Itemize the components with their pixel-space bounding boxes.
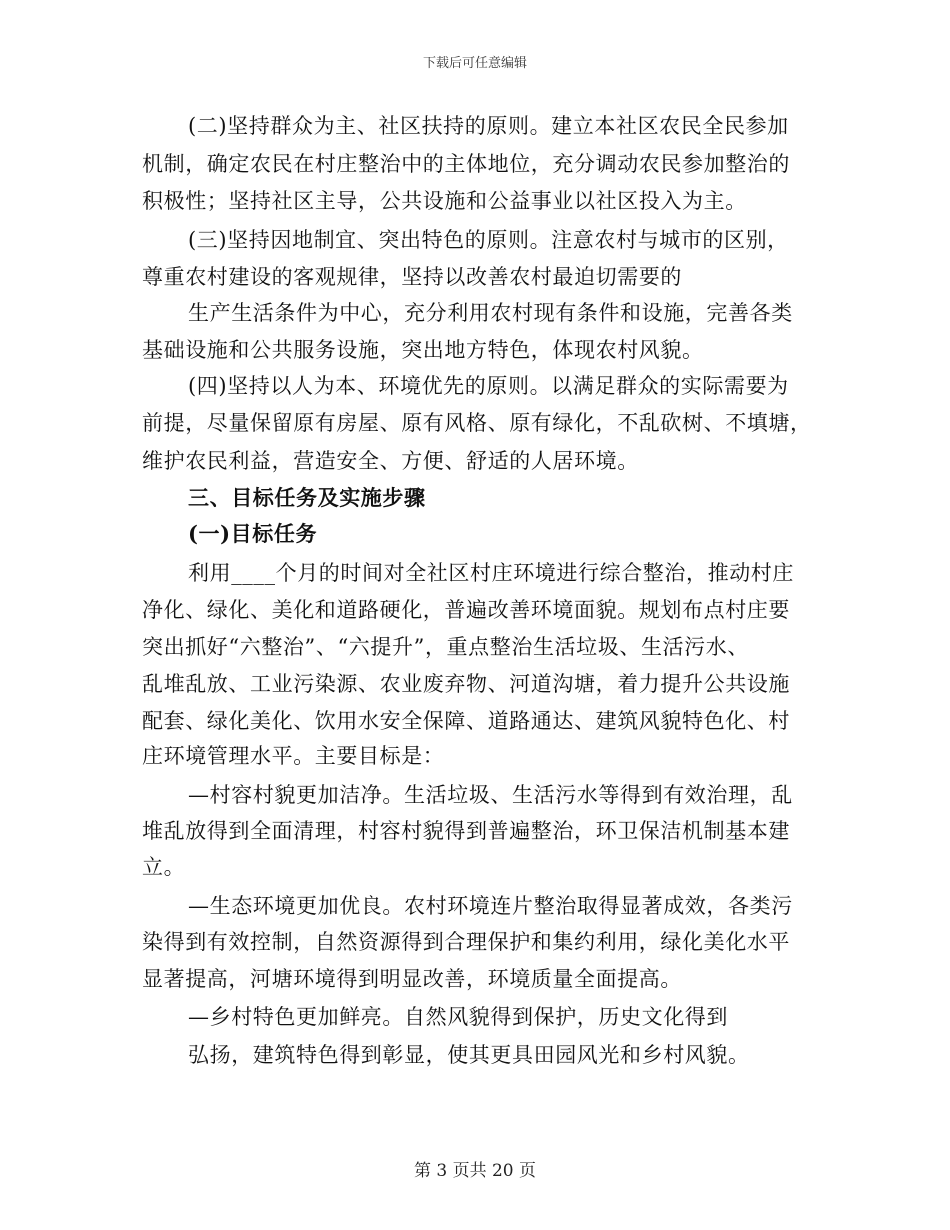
text-line: 利用____个月的时间对全社区村庄环境进行综合整治，推动村庄 — [188, 561, 794, 585]
text-line: 弘扬，建筑特色得到彰显，使其更具田园风光和乡村风貌。 — [188, 1043, 750, 1067]
text-line: 机制，确定农民在村庄整治中的主体地位，充分调动农民参加整治的 — [142, 152, 790, 176]
text-line: 积极性；坚持社区主导，公共设施和公益事业以社区投入为主。 — [142, 189, 747, 213]
text-line: —生态环境更加优良。农村环境连片整治取得显著成效，各类污 — [188, 894, 793, 918]
text-line: 庄环境管理水平。主要目标是： — [142, 744, 445, 768]
text-line: 生产生活条件为中心，充分利用农村现有条件和设施，完善各类 — [188, 301, 793, 325]
text-line: 尊重农村建设的客观规律，坚持以改善农村最迫切需要的 — [142, 265, 682, 289]
text-line: (二)坚持群众为主、社区扶持的原则。建立本社区农民全民参加 — [188, 114, 789, 138]
text-line: 维护农民利益，营造安全、方便、舒适的人居环境。 — [142, 449, 639, 473]
text-line: 前提，尽量保留原有房屋、原有风格、原有绿化，不乱砍树、不填塘， — [142, 411, 812, 435]
text-line: 净化、绿化、美化和道路硬化，普遍改善环境面貌。规划布点村庄要 — [142, 598, 790, 622]
text-line: —乡村特色更加鲜亮。自然风貌得到保护，历史文化得到 — [188, 1005, 728, 1029]
text-line: (三)坚持因地制宜、突出特色的原则。注意农村与城市的区别， — [188, 228, 789, 252]
text-line: 乱堆乱放、工业污染源、农业废弃物、河道沟塘，着力提升公共设施 — [142, 672, 790, 696]
subsection-heading: (一)目标任务 — [188, 521, 318, 546]
text-line: 基础设施和公共服务设施，突出地方特色，体现农村风貌。 — [142, 338, 704, 362]
text-line: 突出抓好“六整治”、“六提升”，重点整治生活垃圾、生活污水、 — [142, 635, 749, 659]
text-line: 堆乱放得到全面清理，村容村貌得到普遍整治，环卫保洁机制基本建 — [142, 819, 790, 843]
text-line: —村容村貌更加洁净。生活垃圾、生活污水等得到有效治理，乱 — [188, 783, 793, 807]
section-heading: 三、目标任务及实施步骤 — [188, 485, 426, 510]
text-line: (四)坚持以人为本、环境优先的原则。以满足群众的实际需要为 — [188, 374, 789, 398]
text-line: 配套、绿化美化、饮用水安全保障、道路通达、建筑风貌特色化、村 — [142, 709, 790, 733]
page-header: 下载后可任意编辑 — [422, 56, 527, 71]
page-footer: 第 3 页共 20 页 — [413, 1161, 537, 1181]
text-line: 立。 — [142, 855, 186, 879]
text-line: 染得到有效控制，自然资源得到合理保护和集约利用，绿化美化水平 — [142, 930, 790, 954]
text-line: 显著提高，河塘环境得到明显改善，环境质量全面提高。 — [142, 967, 682, 991]
